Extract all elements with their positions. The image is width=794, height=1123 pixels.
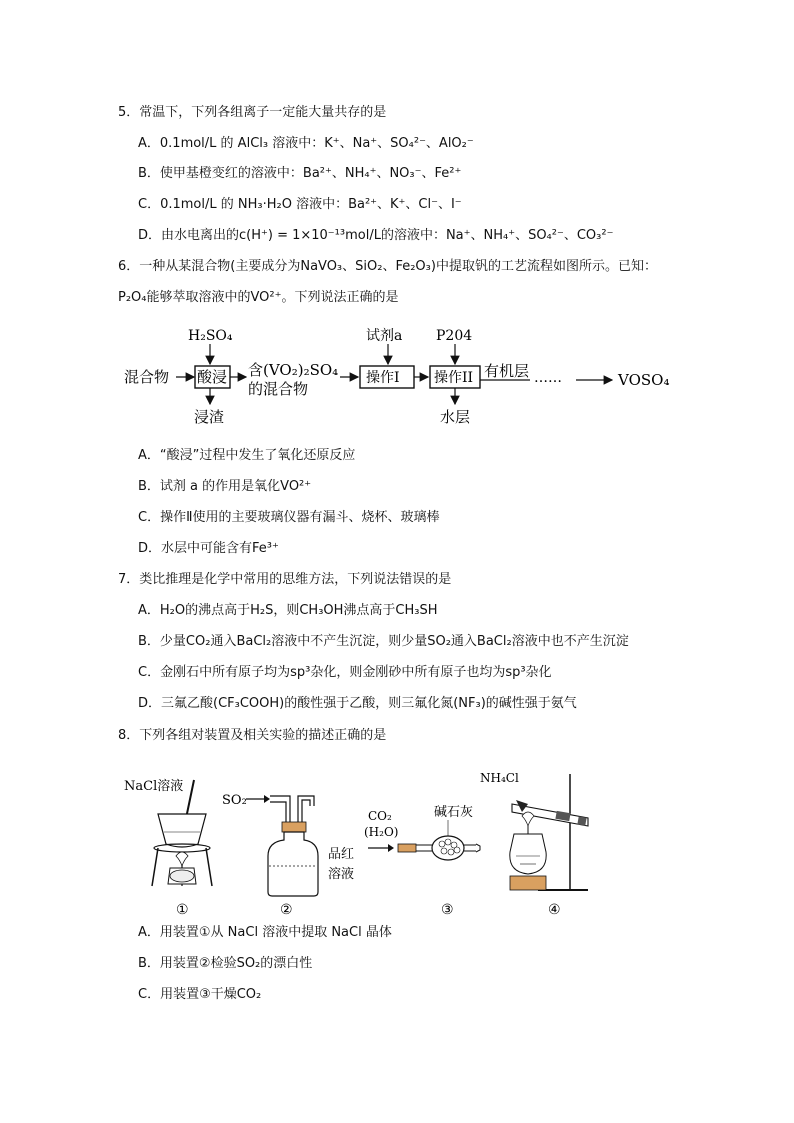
q6-option-b: B．试剂 a 的作用是氧化VO²⁺ bbox=[138, 479, 312, 494]
label-soda-lime: 碱石灰 bbox=[434, 805, 474, 820]
flow-op1: 操作I bbox=[366, 370, 400, 386]
flow-op2: 操作II bbox=[434, 370, 474, 386]
caption-4: ④ bbox=[548, 902, 561, 918]
q5-option-d: D．由水电离出的c(H⁺) = 1×10⁻¹³mol/L的溶液中：Na⁺、NH₄⁺、SO₄²⁻、CO₃²⁻ bbox=[138, 228, 614, 243]
flow-reagent: 试剂a bbox=[366, 328, 403, 344]
q7-option-c: C．金刚石中所有原子均为sp³杂化，则金刚砂中所有原子也均为sp³杂化 bbox=[138, 665, 552, 680]
q6-option-d: D．水层中可能含有Fe³⁺ bbox=[138, 541, 279, 556]
q8-stem: 8．下列各组对装置及相关实验的描述正确的是 bbox=[118, 728, 387, 743]
q5-stem: 5．常温下，下列各组离子一定能大量共存的是 bbox=[118, 105, 387, 120]
label-h2o: (H₂O) bbox=[364, 825, 399, 839]
q8-apparatus-figure bbox=[118, 760, 618, 920]
q7-option-b: B．少量CO₂通入BaCl₂溶液中不产生沉淀，则少量SO₂通入BaCl₂溶液中也不产生沉淀 bbox=[138, 634, 629, 649]
q7-stem: 7．类比推理是化学中常用的思维方法，下列说法错误的是 bbox=[118, 572, 452, 587]
apparatus-2 bbox=[222, 793, 354, 918]
q6-option-a: A．“酸浸”过程中发生了氧化还原反应 bbox=[138, 448, 356, 463]
flow-product-line1: 含(VO₂)₂SO₄ bbox=[248, 361, 339, 379]
q6-flow-diagram bbox=[118, 320, 708, 435]
q6-stem-line2: P₂O₄能够萃取溶液中的VO²⁺。下列说法正确的是 bbox=[118, 290, 399, 305]
apparatus-1 bbox=[124, 778, 212, 918]
q8-option-c: C．用装置③干燥CO₂ bbox=[138, 987, 262, 1002]
label-pinhong-line1: 品红 bbox=[328, 847, 355, 862]
apparatus-4 bbox=[480, 771, 588, 918]
flow-h2so4: H₂SO₄ bbox=[188, 328, 233, 344]
flow-acid-leach: 酸浸 bbox=[197, 368, 228, 386]
flow-organic: 有机层 bbox=[484, 362, 530, 380]
q8-option-b: B．用装置②检验SO₂的漂白性 bbox=[138, 956, 313, 971]
flow-mixture: 混合物 bbox=[124, 368, 170, 386]
label-nacl-solution: NaCl溶液 bbox=[124, 779, 184, 794]
q6-stem-line1: 6．一种从某混合物(主要成分为NaVO₃、SiO₂、Fe₂O₃)中提取钒的工艺流程如图所示。已知： bbox=[118, 259, 657, 274]
q7-option-d: D．三氟乙酸(CF₃COOH)的酸性强于乙酸，则三氟化氮(NF₃)的碱性强于氨气 bbox=[138, 696, 577, 711]
label-pinhong-line2: 溶液 bbox=[328, 867, 355, 882]
label-nh4cl: NH₄Cl bbox=[480, 771, 519, 785]
q5-option-a: A．0.1mol/L 的 AlCl₃ 溶液中：K⁺、Na⁺、SO₄²⁻、AlO₂⁻ bbox=[138, 136, 474, 151]
flow-aqueous: 水层 bbox=[440, 408, 471, 426]
caption-3: ③ bbox=[441, 902, 454, 918]
q8-option-a: A．用装置①从 NaCl 溶液中提取 NaCl 晶体 bbox=[138, 925, 392, 940]
q5-option-b: B．使甲基橙变红的溶液中：Ba²⁺、NH₄⁺、NO₃⁻、Fe²⁺ bbox=[138, 166, 462, 181]
caption-2: ② bbox=[280, 902, 293, 918]
flow-p204: P204 bbox=[436, 328, 473, 344]
label-co2: CO₂ bbox=[368, 809, 392, 823]
apparatus-3 bbox=[364, 805, 480, 918]
flow-residue: 浸渣 bbox=[194, 408, 225, 426]
flow-product-line2: 的混合物 bbox=[248, 380, 309, 398]
flow-final: VOSO₄ bbox=[618, 371, 670, 389]
q5-option-c: C．0.1mol/L 的 NH₃·H₂O 溶液中：Ba²⁺、K⁺、Cl⁻、I⁻ bbox=[138, 197, 462, 212]
flow-dots: …… bbox=[534, 370, 562, 386]
caption-1: ① bbox=[176, 902, 189, 918]
q7-option-a: A．H₂O的沸点高于H₂S，则CH₃OH沸点高于CH₃SH bbox=[138, 603, 438, 618]
label-so2: SO₂ bbox=[222, 793, 247, 808]
q6-option-c: C．操作Ⅱ使用的主要玻璃仪器有漏斗、烧杯、玻璃棒 bbox=[138, 510, 440, 525]
